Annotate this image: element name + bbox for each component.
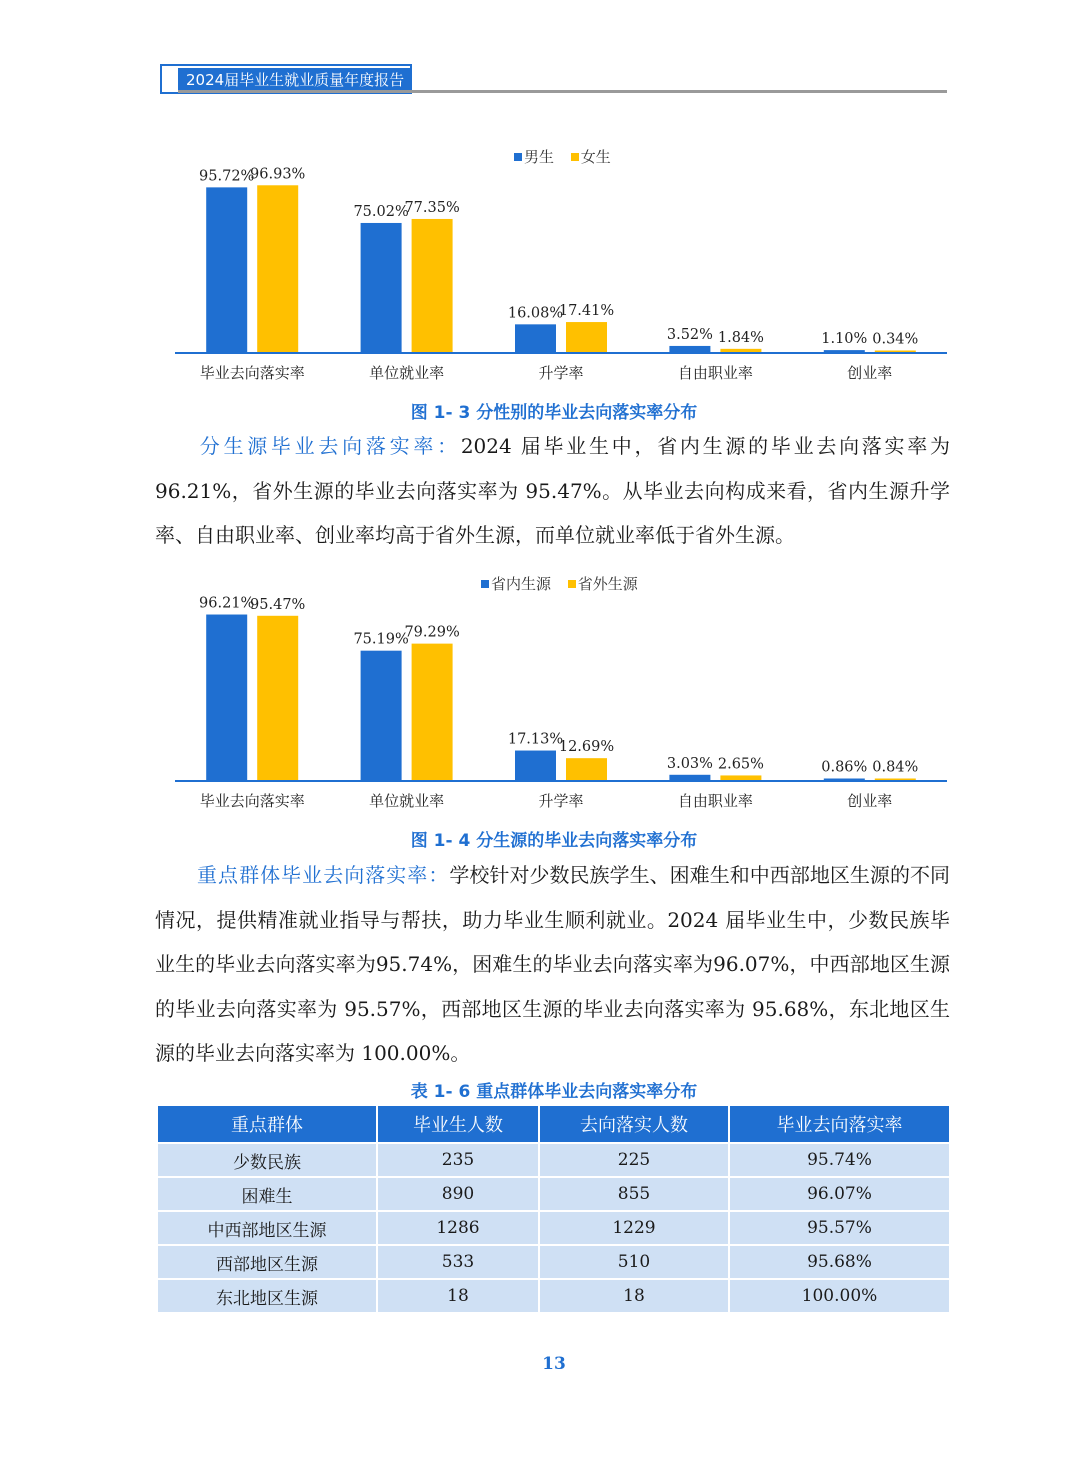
category-label: 毕业去向落实率 [199,364,305,382]
category-label: 单位就业率 [369,792,445,810]
table-cell: 510 [539,1245,729,1279]
key-groups-table [156,1104,951,1314]
bar-series1 [824,779,865,781]
table-cell: 95.57% [729,1211,950,1245]
category-label: 升学率 [538,792,584,810]
bar-series2 [875,351,916,353]
data-label: 95.47% [250,596,306,613]
table-cell: 18 [377,1279,539,1313]
data-label: 2.65% [717,756,764,773]
table-header-cell: 重点群体 [157,1105,377,1143]
data-label: 17.41% [558,303,615,320]
data-label: 0.86% [821,759,868,776]
bar-series1 [515,751,556,780]
table-cell: 96.07% [729,1177,950,1211]
page-number: 13 [542,1354,566,1374]
data-label: 77.35% [404,199,460,216]
table-row [157,1177,950,1211]
bar-series2 [257,616,298,780]
table-cell: 95.68% [729,1245,950,1279]
data-label: 3.52% [666,326,713,343]
bar-series2 [720,349,761,352]
table-cell: 中西部地区生源 [157,1211,377,1245]
data-label: 0.84% [872,759,919,776]
category-label: 升学率 [538,364,584,382]
category-label: 创业率 [847,792,893,810]
data-label: 96.21% [199,595,255,612]
table-row [157,1143,950,1177]
bar-series2 [412,644,453,780]
bar-series2 [257,185,298,352]
figure-caption-1: 图 1- 3 分性别的毕业去向落实率分布 [410,403,698,423]
legend-item-out-province: 省外生源 [568,575,638,593]
bar-series1 [206,615,247,780]
data-label: 12.69% [558,739,615,756]
data-label: 1.10% [821,331,868,348]
paragraph-text-key-groups: 学校针对少数民族学生、困难生和中西部地区生源的不同情况，提供精准就业指导与帮扶，助力毕业生顺利就业。2024 届毕业生中，少数民族毕业生的毕业去向落实率为95.74%，困难生的毕业去向落实率为96.07%，中西部地区生源的毕业去向落实率为 95.57%，西部地区生源的毕业去向落实率为 95.68%，东北地区生源的毕业去向落实率为 100.00%。 [155,863,951,1065]
table-cell: 533 [377,1245,539,1279]
category-label: 自由职业率 [677,364,753,382]
table-cell: 西部地区生源 [157,1245,377,1279]
table-header-cell: 毕业去向落实率 [729,1105,950,1143]
bar-series2 [566,322,607,352]
chart-source-placement [0,568,1080,818]
table-cell: 少数民族 [157,1143,377,1177]
data-label: 75.02% [353,203,409,220]
bar-series2 [720,775,761,780]
report-title: 2024届毕业生就业质量年度报告 [178,68,412,92]
chart1-svg [0,140,1080,390]
bar-series1 [669,775,710,780]
bar-series1 [361,651,402,780]
data-label: 17.13% [507,731,564,748]
paragraph-text-source: 2024 届毕业生中，省内生源的毕业去向落实率为 96.21%，省外生源的毕业去向落实率为 95.47%。从毕业去向构成来看，省内生源升学率、自由职业率、创业率均高于省外生源，而单位就业率低于省外生源。 [155,434,951,547]
paragraph-key-groups [155,853,950,1076]
paragraph-lead-key-groups: 重点群体毕业去向落实率： [197,863,450,887]
table-cell: 1229 [539,1211,729,1245]
table-cell: 东北地区生源 [157,1279,377,1313]
table-cell: 1286 [377,1211,539,1245]
paragraph-lead-source: 分生源毕业去向落实率： [197,434,461,458]
bar-series1 [206,187,247,352]
data-label: 75.19% [353,631,409,648]
data-label: 0.34% [872,331,919,348]
table-cell: 困难生 [157,1177,377,1211]
data-label: 1.84% [717,329,764,346]
header-rule [178,90,947,93]
table-cell: 95.74% [729,1143,950,1177]
data-label: 96.93% [250,166,306,183]
table-caption: 表 1- 6 重点群体毕业去向落实率分布 [410,1082,698,1102]
bar-series1 [669,346,710,352]
legend-item-female: 女生 [571,148,611,166]
bar-series1 [515,324,556,352]
category-label: 单位就业率 [369,364,445,382]
category-label: 自由职业率 [677,792,753,810]
category-label: 毕业去向落实率 [199,792,305,810]
legend-item-in-province: 省内生源 [481,575,551,593]
table-cell: 235 [377,1143,539,1177]
bar-series2 [875,779,916,781]
figure-caption-2: 图 1- 4 分生源的毕业去向落实率分布 [410,831,698,851]
data-label: 16.08% [507,305,564,322]
legend-item-male: 男生 [514,148,554,166]
table-cell: 100.00% [729,1279,950,1313]
bar-series2 [566,758,607,780]
data-label: 95.72% [199,168,255,185]
table-header-row [157,1105,950,1143]
chart2-svg [0,568,1080,818]
data-label: 3.03% [666,755,713,772]
table-header-cell: 去向落实人数 [539,1105,729,1143]
data-label: 79.29% [404,624,460,641]
table-cell: 855 [539,1177,729,1211]
table-row [157,1279,950,1313]
paragraph-source [155,424,950,558]
bar-series1 [824,350,865,352]
table-cell: 225 [539,1143,729,1177]
chart-gender-placement [0,140,1080,390]
table-row [157,1211,950,1245]
table-header-cell: 毕业生人数 [377,1105,539,1143]
table-row [157,1245,950,1279]
table-cell: 18 [539,1279,729,1313]
bar-series1 [361,223,402,352]
table-cell: 890 [377,1177,539,1211]
category-label: 创业率 [847,364,893,382]
bar-series2 [412,219,453,352]
